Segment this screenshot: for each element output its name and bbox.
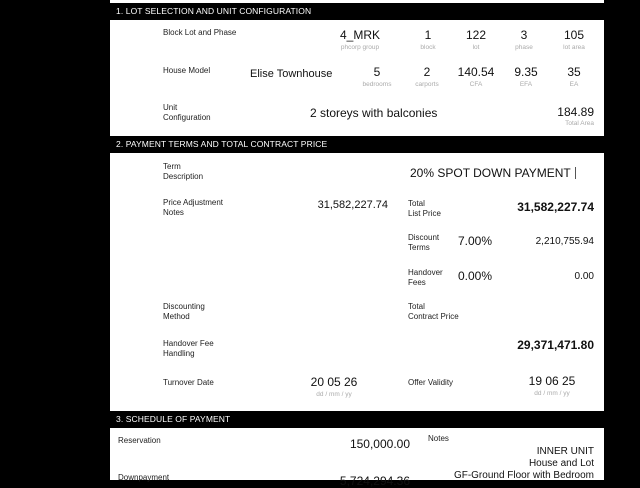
- carports-caption: carports: [415, 81, 439, 88]
- text-cursor: [575, 167, 576, 179]
- bedrooms-value: 5: [373, 65, 381, 79]
- section-header-lot-selection: 1. LOT SELECTION AND UNIT CONFIGURATION: [110, 3, 604, 20]
- efa-value: 9.35: [514, 65, 538, 79]
- section-header-payment-terms: 2. PAYMENT TERMS AND TOTAL CONTRACT PRICE: [110, 136, 604, 153]
- cfa-value: 140.54: [457, 65, 495, 79]
- notes-line-2: House and Lot: [528, 458, 594, 469]
- reservation-label: Reservation: [118, 436, 161, 445]
- phase-value: 3: [520, 28, 528, 42]
- turnover-date-value[interactable]: 20 05 26: [310, 375, 358, 389]
- handover-percent-value: 0.00%: [458, 269, 493, 283]
- handover-fees-label-1: Handover: [408, 268, 443, 277]
- total-contract-price-value: 29,371,471.80: [517, 338, 594, 352]
- section-header-schedule-of-payment: 3. SCHEDULE OF PAYMENT: [110, 411, 604, 428]
- house-model-value: Elise Townhouse: [250, 68, 333, 80]
- offer-validity-value[interactable]: 19 06 25: [528, 374, 576, 388]
- handover-fees-label-2: Fees: [408, 278, 426, 287]
- lot-area-caption: lot area: [563, 44, 585, 51]
- offer-validity-label: Offer Validity: [408, 378, 454, 387]
- term-description-text: 20% SPOT DOWN PAYMENT: [410, 166, 571, 180]
- block-value: 1: [424, 28, 432, 42]
- bedrooms-caption: bedrooms: [362, 81, 392, 88]
- block-lot-phase-label: Block Lot and Phase: [163, 28, 237, 37]
- handover-fee-handling-label-1: Handover Fee: [163, 339, 214, 348]
- efa-caption: EFA: [519, 81, 533, 88]
- discounting-method-label-2: Method: [163, 312, 190, 321]
- total-list-price-label-1: Total: [408, 199, 425, 208]
- ea-caption: EA: [569, 81, 579, 88]
- unit-config-label-1: Unit: [163, 103, 178, 112]
- turnover-date-label: Turnover Date: [163, 378, 214, 387]
- notes-line-3: GF-Ground Floor with Bedroom: [453, 470, 594, 481]
- ea-value: 35: [567, 65, 581, 79]
- lot-area-value: 105: [563, 28, 585, 42]
- cfa-caption: CFA: [469, 81, 483, 88]
- total-contract-price-label-1: Total: [408, 302, 425, 311]
- phase-caption: phase: [515, 44, 533, 51]
- price-adjustment-label-2: Notes: [163, 208, 184, 217]
- term-description-value[interactable]: [410, 166, 576, 180]
- discount-amount-value: 2,210,755.94: [535, 236, 594, 247]
- block-caption: block: [420, 44, 436, 51]
- total-area-caption: Total Area: [565, 120, 594, 127]
- discounting-method-label-1: Discounting: [163, 302, 205, 311]
- discount-percent-value: 7.00%: [458, 234, 493, 248]
- discount-terms-label-2: Terms: [408, 243, 430, 252]
- total-list-price-label-2: List Price: [408, 209, 441, 218]
- notes-line-1: INNER UNIT: [536, 446, 594, 457]
- turnover-date-caption: dd / mm / yy: [316, 391, 352, 398]
- reservation-value: 150,000.00: [349, 437, 410, 451]
- downpayment-label: Downpayment: [118, 473, 170, 482]
- offer-validity-caption: dd / mm / yy: [534, 390, 570, 397]
- total-contract-price-label-2: Contract Price: [408, 312, 459, 321]
- reservation-form-sheet: [110, 0, 604, 488]
- handover-fee-handling-label-2: Handling: [163, 349, 195, 358]
- lot-caption: lot: [472, 44, 480, 51]
- term-label-2: Description: [163, 172, 204, 181]
- total-list-price-value: 31,582,227.74: [517, 200, 594, 214]
- lot-value: 122: [465, 28, 487, 42]
- phcorp-group-value: 4_MRK: [339, 28, 380, 42]
- notes-label: Notes: [428, 434, 449, 443]
- carports-value: 2: [423, 65, 431, 79]
- price-adjustment-label-1: Price Adjustment: [163, 198, 224, 207]
- phcorp-group-caption: phcorp group: [340, 44, 380, 51]
- handover-amount-value: 0.00: [574, 271, 594, 282]
- downpayment-value: 5,724,294.36: [339, 474, 410, 488]
- house-model-label: House Model: [163, 66, 211, 75]
- term-label-1: Term: [163, 162, 181, 171]
- unit-config-value: 2 storeys with balconies: [310, 106, 438, 120]
- unit-config-label-2: Configuration: [163, 113, 211, 122]
- total-area-value: 184.89: [557, 105, 594, 119]
- price-adjustment-value: 31,582,227.74: [317, 199, 388, 211]
- discount-terms-label-1: Discount: [408, 233, 440, 242]
